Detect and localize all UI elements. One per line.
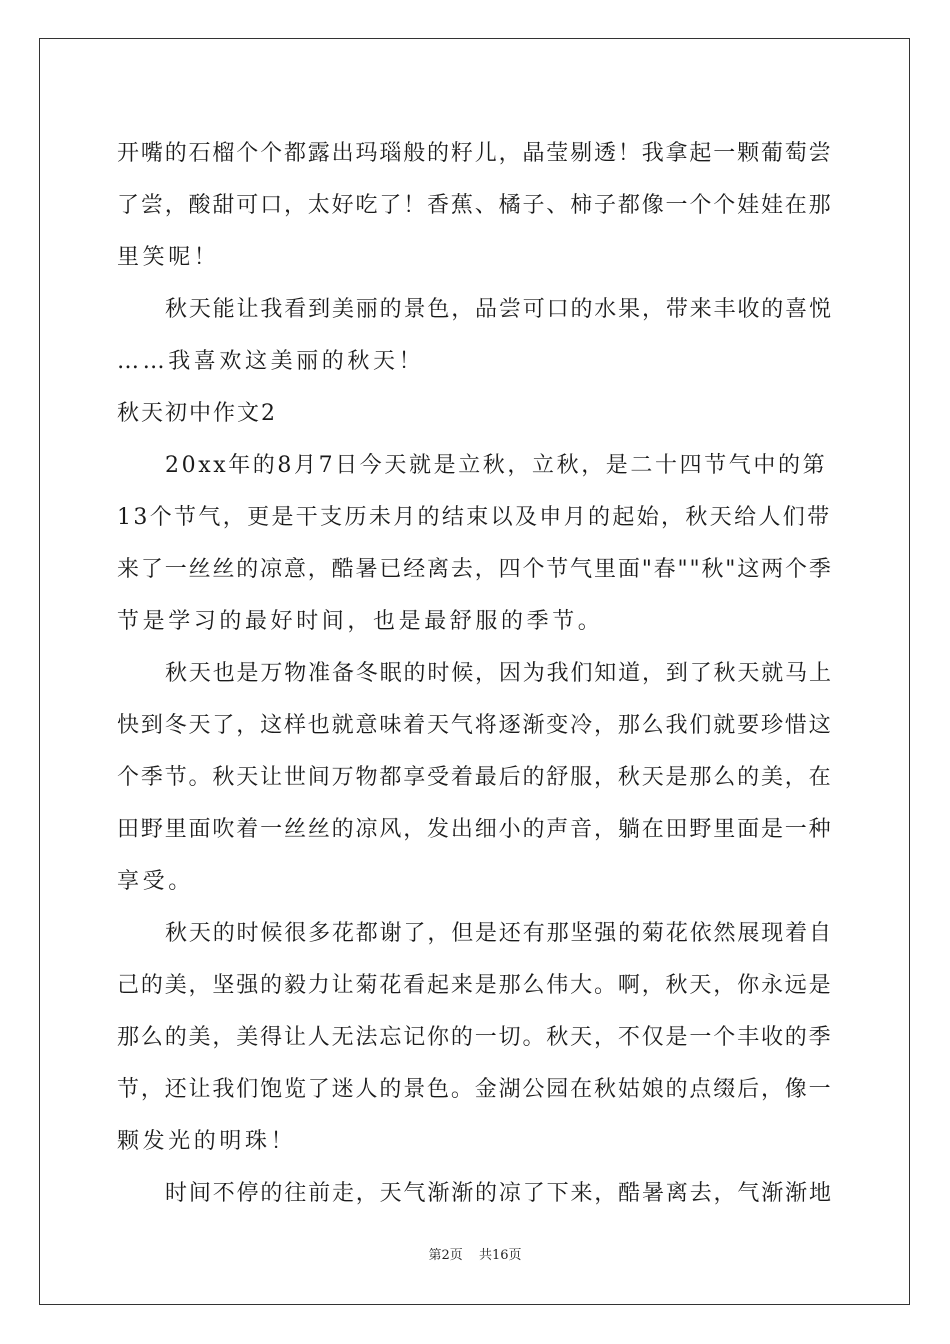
text-line: 13个节气，更是干支历未月的结束以及申月的起始，秋天给人们带 (117, 505, 832, 530)
text-line: 快到冬天了，这样也就意味着天气将逐渐变冷，那么我们就要珍惜这 (117, 713, 833, 738)
text-line: 节，还让我们饱览了迷人的景色。金湖公园在秋姑娘的点缀后，像一 (117, 1077, 833, 1102)
text-line: 秋天能让我看到美丽的景色，品尝可口的水果，带来丰收的喜悦 (165, 297, 833, 322)
text-line: ……我喜欢这美丽的秋天！ (117, 349, 425, 374)
text-line: 田野里面吹着一丝丝的凉风，发出细小的声音，躺在田野里面是一种 (117, 817, 833, 842)
text-line: 享受。 (117, 869, 194, 894)
page-number: 第2页 (428, 1248, 463, 1263)
text-line: 时间不停的往前走，天气渐渐的凉了下来，酷暑离去，气渐渐地 (165, 1181, 833, 1206)
text-line: 秋天的时候很多花都谢了，但是还有那坚强的菊花依然展现着自 (165, 921, 833, 946)
text-line: 颗发光的明珠！ (117, 1129, 297, 1154)
text-line: 个季节。秋天让世间万物都享受着最后的舒服，秋天是那么的美，在 (117, 765, 833, 790)
text-line: 里笑呢！ (117, 245, 220, 270)
text-line: 了尝，酸甜可口，太好吃了！香蕉、橘子、柿子都像一个个娃娃在那 (117, 193, 833, 218)
document-body (117, 128, 833, 1220)
text-line: 秋天也是万物准备冬眠的时候，因为我们知道，到了秋天就马上 (165, 661, 833, 686)
text-line: 那么的美，美得让人无法忘记你的一切。秋天，不仅是一个丰收的季 (117, 1025, 833, 1050)
section-heading: 秋天初中作文2 (117, 401, 277, 426)
text-line: 来了一丝丝的凉意，酷暑已经离去，四个节气里面"春""秋"这两个季 (117, 557, 833, 582)
page-total: 共16页 (478, 1248, 522, 1263)
text-line: 节是学习的最好时间，也是最舒服的季节。 (117, 609, 604, 634)
page-footer (0, 1244, 950, 1263)
text-line: 开嘴的石榴个个都露出玛瑙般的籽儿，晶莹剔透！我拿起一颗葡萄尝 (117, 141, 833, 166)
text-line: 己的美，坚强的毅力让菊花看起来是那么伟大。啊，秋天，你永远是 (117, 973, 833, 998)
text-line: 20xx年的8月7日今天就是立秋，立秋，是二十四节气中的第 (165, 453, 828, 478)
